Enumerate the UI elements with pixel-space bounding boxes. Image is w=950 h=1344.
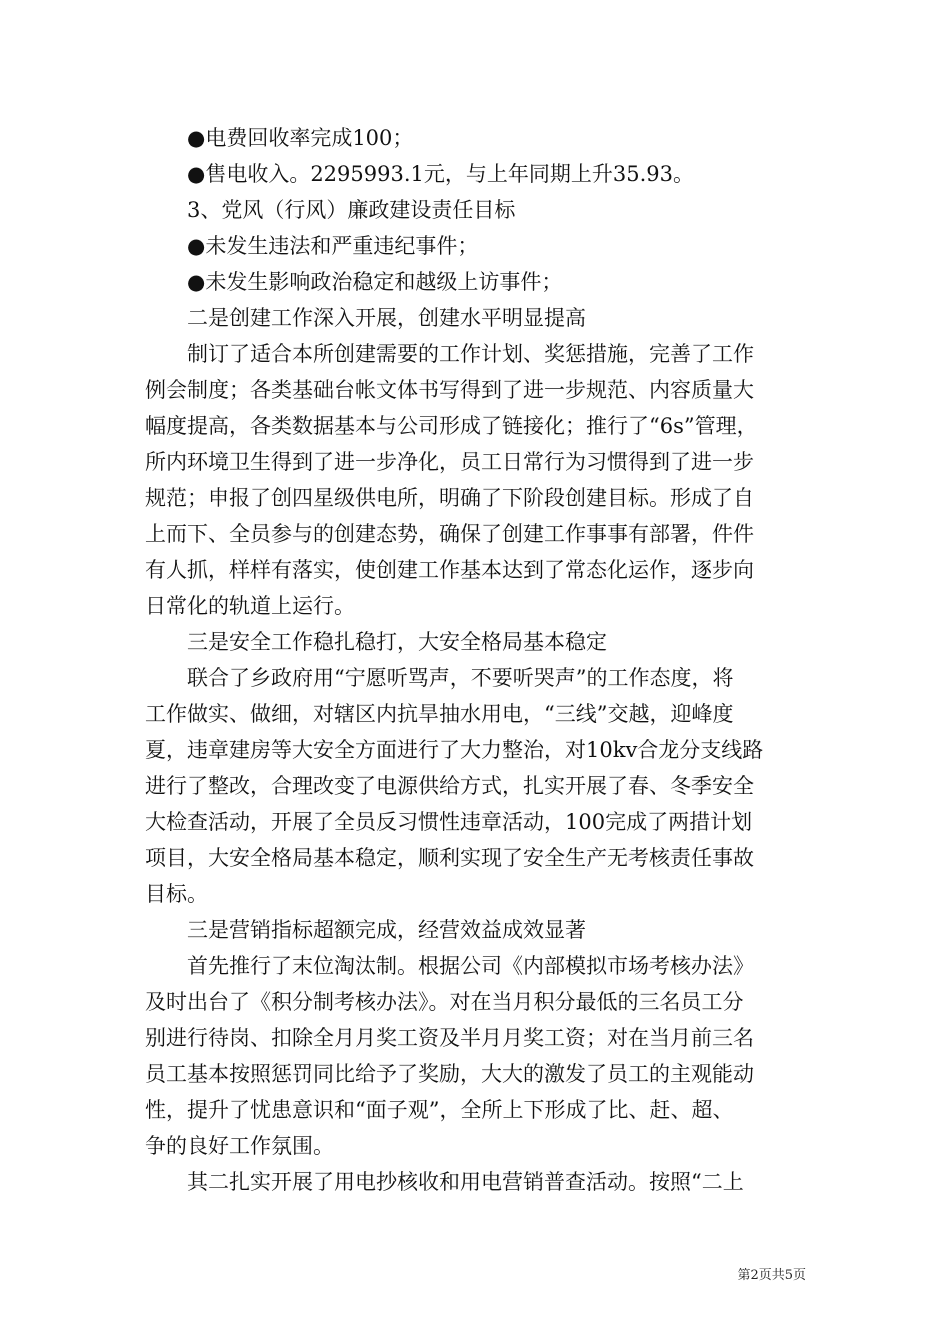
- text-line: 首先推行了末位淘汰制。根据公司《内部模拟市场考核办法》: [145, 954, 754, 978]
- text-line: 幅度提高，各类数据基本与公司形成了链接化；推行了“6s”管理，: [145, 414, 758, 438]
- text-line: 三是营销指标超额完成，经营效益成效显著: [145, 918, 586, 942]
- text-line: 规范；申报了创四星级供电所，明确了下阶段创建目标。形成了自: [145, 486, 754, 510]
- text-line: 有人抓，样样有落实，使创建工作基本达到了常态化运作，逐步向: [145, 558, 754, 582]
- text-line: ●未发生影响政治稳定和越级上访事件；: [145, 270, 563, 294]
- text-line: 争的良好工作氛围。: [145, 1134, 334, 1158]
- text-line: 所内环境卫生得到了进一步净化，员工日常行为习惯得到了进一步: [145, 450, 754, 474]
- page-number: 第2页共5页: [737, 1268, 806, 1283]
- text-line: 上而下、全员参与的创建态势，确保了创建工作事事有部署，件件: [145, 522, 754, 546]
- text-line: ●电费回收率完成100；: [145, 126, 414, 150]
- text-line: 目标。: [145, 882, 208, 906]
- text-line: 及时出台了《积分制考核办法》。对在当月积分最低的三名员工分: [145, 990, 744, 1014]
- text-line: 联合了乡政府用“宁愿听骂声，不要听哭声”的工作态度，将: [145, 666, 734, 690]
- text-line: 性，提升了忧患意识和“面子观”，全所上下形成了比、赶、超、: [145, 1098, 734, 1122]
- text-line: 别进行待岗、扣除全月月奖工资及半月月奖工资；对在当月前三名: [145, 1026, 754, 1050]
- text-line: 其二扎实开展了用电抄核收和用电营销普查活动。按照“二上: [145, 1170, 744, 1194]
- text-line: 工作做实、做细，对辖区内抗旱抽水用电，“三线”交越，迎峰度: [145, 702, 734, 726]
- document-body: [145, 120, 810, 1200]
- text-line: 3、党风（行风）廉政建设责任目标: [145, 198, 516, 222]
- text-line: 进行了整改，合理改变了电源供给方式，扎实开展了春、冬季安全: [145, 774, 754, 798]
- text-line: 制订了适合本所创建需要的工作计划、奖惩措施，完善了工作: [145, 342, 754, 366]
- text-line: 三是安全工作稳扎稳打，大安全格局基本稳定: [145, 630, 607, 654]
- text-line: ●售电收入。2295993.1元，与上年同期上升35.93。: [145, 162, 695, 186]
- text-line: 项目，大安全格局基本稳定，顺利实现了安全生产无考核责任事故: [145, 846, 754, 870]
- text-line: ●未发生违法和严重违纪事件；: [145, 234, 479, 258]
- text-line: 日常化的轨道上运行。: [145, 594, 355, 618]
- text-line: 员工基本按照惩罚同比给予了奖励，大大的激发了员工的主观能动: [145, 1062, 754, 1086]
- text-line: 例会制度；各类基础台帐文体书写得到了进一步规范、内容质量大: [145, 378, 754, 402]
- text-line: 二是创建工作深入开展，创建水平明显提高: [145, 306, 586, 330]
- text-line: 夏，违章建房等大安全方面进行了大力整治，对10kv合龙分支线路: [145, 738, 764, 762]
- text-line: 大检查活动，开展了全员反习惯性违章活动，100完成了两措计划: [145, 810, 753, 834]
